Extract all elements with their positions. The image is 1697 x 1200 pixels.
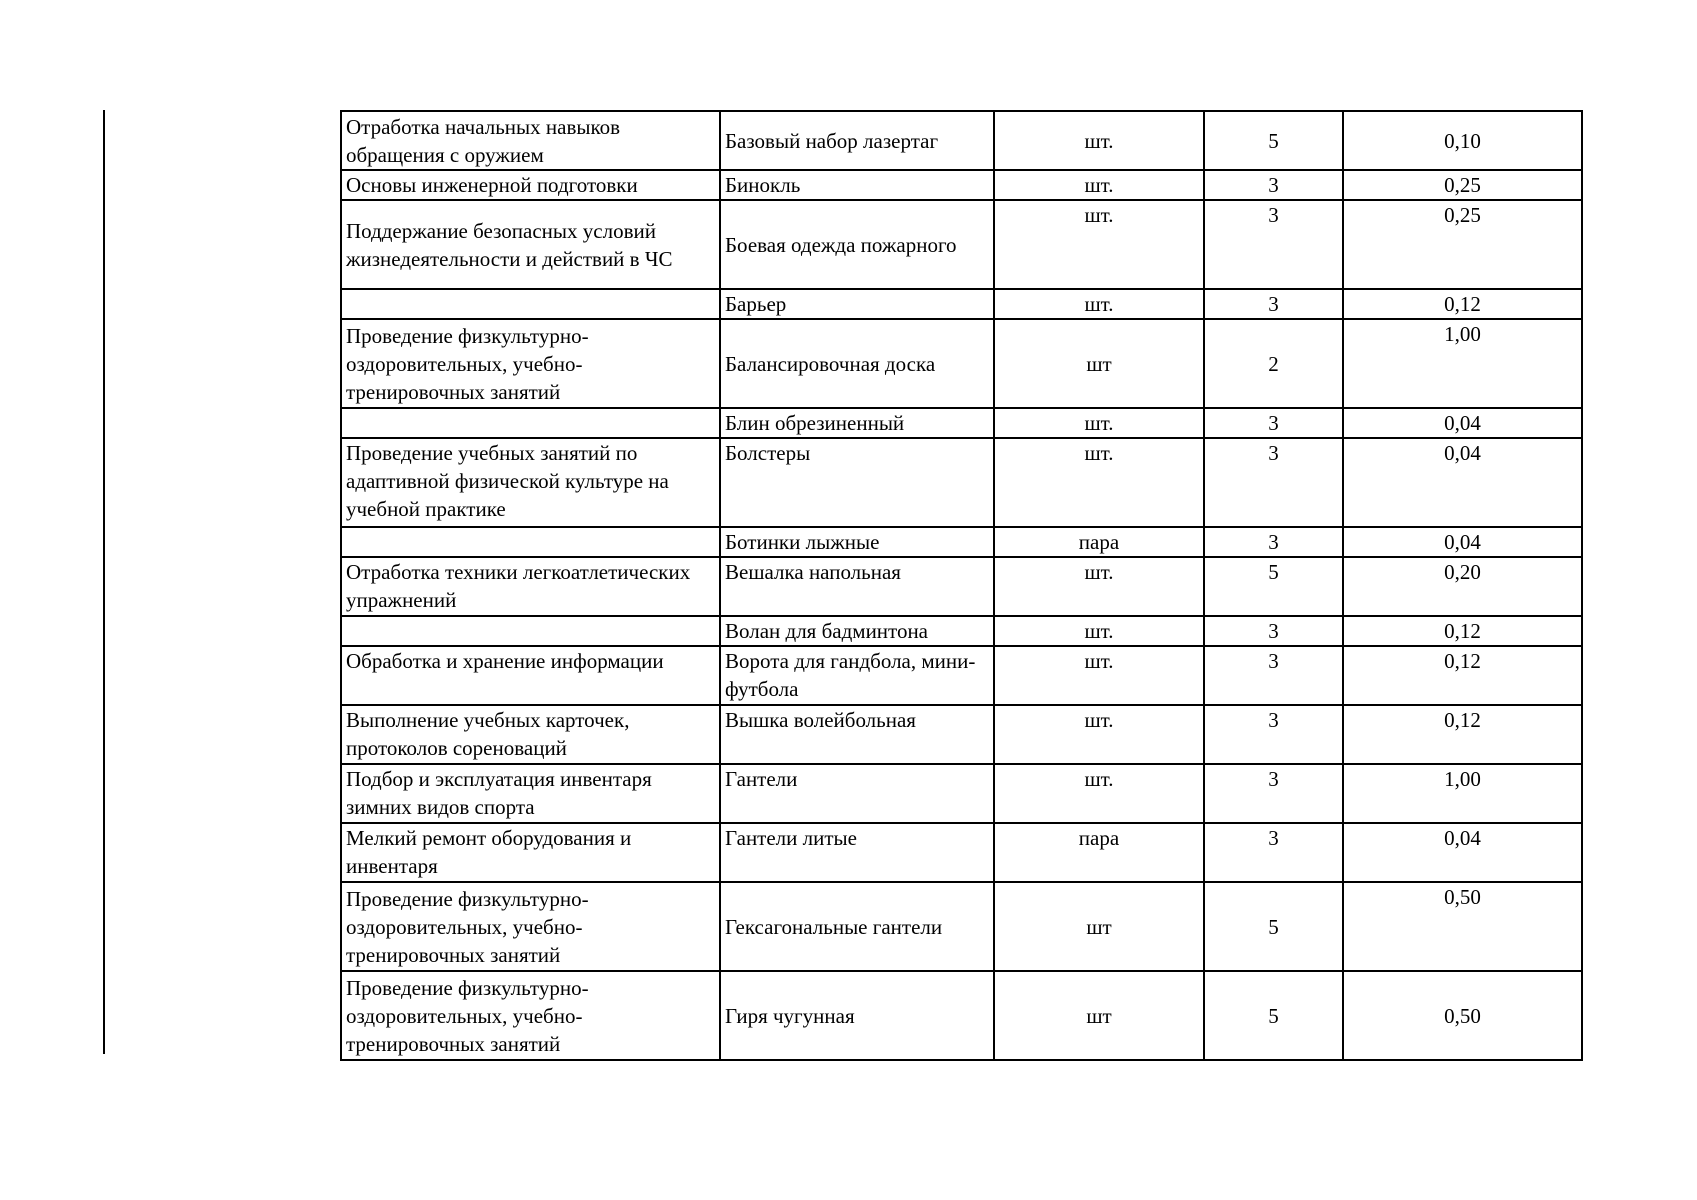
quantity-cell: 3: [1204, 646, 1343, 705]
item-cell: Балансировочная доска: [720, 319, 994, 408]
unit-cell: пара: [994, 823, 1204, 882]
unit-cell: шт.: [994, 646, 1204, 705]
activity-cell: Основы инженерной подготовки: [341, 170, 720, 200]
table-row: [341, 289, 1582, 319]
activity-cell: Отработка техники легкоатлетических упражнений: [341, 557, 720, 616]
unit-cell: шт.: [994, 764, 1204, 823]
table-row: [341, 319, 1582, 408]
activity-cell: Выполнение учебных карточек, протоколов сореноваций: [341, 705, 720, 764]
quantity-cell: 2: [1204, 319, 1343, 408]
activity-cell: [341, 408, 720, 438]
item-cell: Барьер: [720, 289, 994, 319]
table-row: [341, 882, 1582, 971]
table-row: [341, 616, 1582, 646]
item-cell: Гантели: [720, 764, 994, 823]
unit-cell: шт.: [994, 408, 1204, 438]
activity-cell: Проведение физкультурно-оздоровительных, учебно-тренировочных занятий: [341, 319, 720, 408]
quantity-cell: 3: [1204, 527, 1343, 557]
activity-cell: Проведение физкультурно-оздоровительных, учебно-тренировочных занятий: [341, 882, 720, 971]
table-row: [341, 971, 1582, 1060]
quantity-cell: 3: [1204, 705, 1343, 764]
coefficient-cell: 0,25: [1343, 200, 1582, 289]
unit-cell: шт.: [994, 289, 1204, 319]
activity-cell: Проведение физкультурно-оздоровительных, учебно-тренировочных занятий: [341, 971, 720, 1060]
activity-cell: [341, 527, 720, 557]
quantity-cell: 3: [1204, 289, 1343, 319]
item-cell: Базовый набор лазертаг: [720, 111, 994, 170]
activity-cell: Проведение учебных занятий по адаптивной физической культуре на учебной практике: [341, 438, 720, 527]
unit-cell: шт.: [994, 616, 1204, 646]
unit-cell: шт.: [994, 111, 1204, 170]
item-cell: Вышка волейбольная: [720, 705, 994, 764]
table-row: [341, 705, 1582, 764]
coefficient-cell: 0,25: [1343, 170, 1582, 200]
activity-cell: [341, 616, 720, 646]
table-row: [341, 646, 1582, 705]
margin-rule: [103, 110, 105, 1054]
activity-cell: Подбор и эксплуатация инвентаря зимних видов спорта: [341, 764, 720, 823]
table-row: [341, 438, 1582, 527]
item-cell: Гиря чугунная: [720, 971, 994, 1060]
coefficient-cell: 0,12: [1343, 646, 1582, 705]
quantity-cell: 5: [1204, 971, 1343, 1060]
unit-cell: шт: [994, 319, 1204, 408]
item-cell: Вешалка напольная: [720, 557, 994, 616]
item-cell: Гексагональные гантели: [720, 882, 994, 971]
coefficient-cell: 0,12: [1343, 705, 1582, 764]
quantity-cell: 3: [1204, 170, 1343, 200]
quantity-cell: 3: [1204, 764, 1343, 823]
unit-cell: шт.: [994, 170, 1204, 200]
quantity-cell: 5: [1204, 882, 1343, 971]
item-cell: Болстеры: [720, 438, 994, 527]
table-row: [341, 408, 1582, 438]
unit-cell: шт: [994, 971, 1204, 1060]
quantity-cell: 3: [1204, 823, 1343, 882]
activity-cell: Мелкий ремонт оборудования и инвентаря: [341, 823, 720, 882]
item-cell: Блин обрезиненный: [720, 408, 994, 438]
equipment-table: [340, 110, 1583, 1061]
unit-cell: шт.: [994, 557, 1204, 616]
coefficient-cell: 0,12: [1343, 616, 1582, 646]
item-cell: Гантели литые: [720, 823, 994, 882]
table-row: [341, 200, 1582, 289]
quantity-cell: 5: [1204, 557, 1343, 616]
item-cell: Волан для бадминтона: [720, 616, 994, 646]
coefficient-cell: 0,04: [1343, 823, 1582, 882]
item-cell: Ботинки лыжные: [720, 527, 994, 557]
table-row: [341, 823, 1582, 882]
item-cell: Ворота для гандбола, мини-футбола: [720, 646, 994, 705]
quantity-cell: 3: [1204, 200, 1343, 289]
coefficient-cell: 1,00: [1343, 764, 1582, 823]
table-row: [341, 527, 1582, 557]
activity-cell: [341, 289, 720, 319]
table-row: [341, 170, 1582, 200]
quantity-cell: 3: [1204, 438, 1343, 527]
activity-cell: Поддержание безопасных условий жизнедеятельности и действий в ЧС: [341, 200, 720, 289]
coefficient-cell: 0,20: [1343, 557, 1582, 616]
unit-cell: шт.: [994, 705, 1204, 764]
coefficient-cell: 1,00: [1343, 319, 1582, 408]
coefficient-cell: 0,04: [1343, 438, 1582, 527]
coefficient-cell: 0,50: [1343, 971, 1582, 1060]
quantity-cell: 5: [1204, 111, 1343, 170]
coefficient-cell: 0,12: [1343, 289, 1582, 319]
table-row: [341, 111, 1582, 170]
quantity-cell: 3: [1204, 616, 1343, 646]
coefficient-cell: 0,50: [1343, 882, 1582, 971]
unit-cell: шт.: [994, 200, 1204, 289]
activity-cell: Обработка и хранение информации: [341, 646, 720, 705]
coefficient-cell: 0,04: [1343, 408, 1582, 438]
unit-cell: шт.: [994, 438, 1204, 527]
coefficient-cell: 0,04: [1343, 527, 1582, 557]
item-cell: Боевая одежда пожарного: [720, 200, 994, 289]
unit-cell: пара: [994, 527, 1204, 557]
quantity-cell: 3: [1204, 408, 1343, 438]
unit-cell: шт: [994, 882, 1204, 971]
item-cell: Бинокль: [720, 170, 994, 200]
activity-cell: Отработка начальных навыков обращения с оружием: [341, 111, 720, 170]
table-row: [341, 764, 1582, 823]
table-row: [341, 557, 1582, 616]
coefficient-cell: 0,10: [1343, 111, 1582, 170]
